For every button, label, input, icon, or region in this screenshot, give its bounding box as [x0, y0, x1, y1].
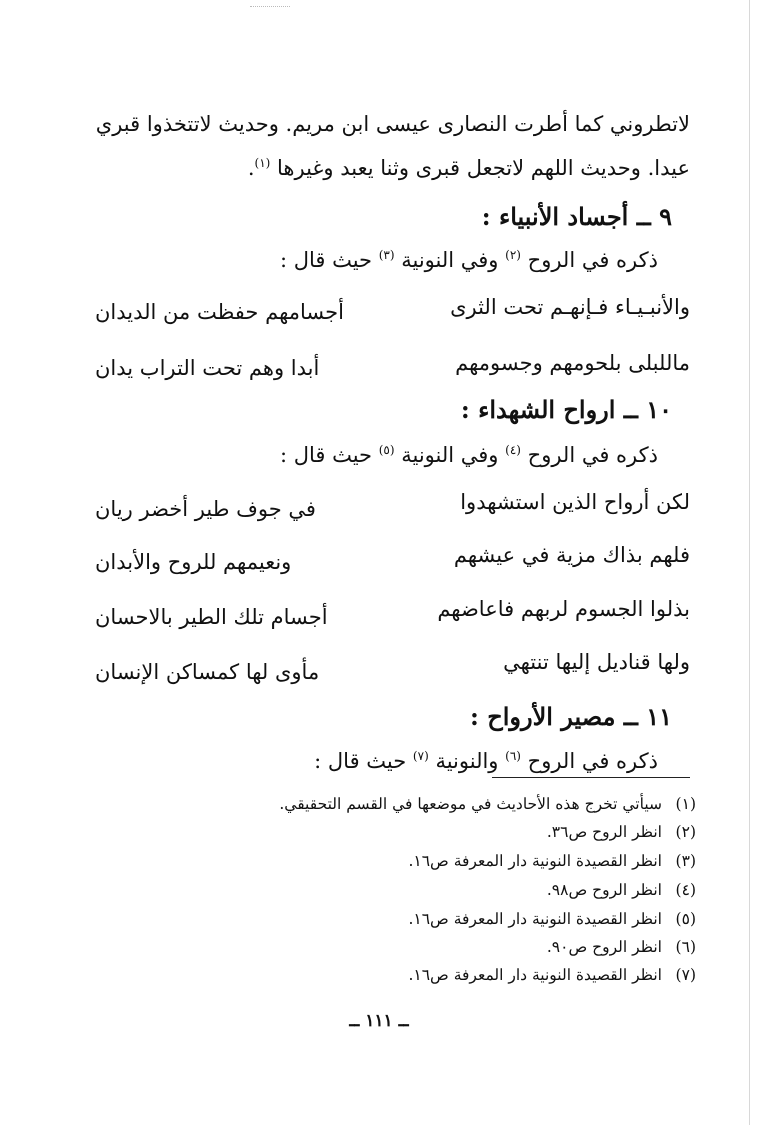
- footnote-7-text: انظر القصيدة النونية دار المعرفة ص١٦.: [408, 966, 662, 984]
- footnote-ref-1[interactable]: (١): [254, 156, 271, 170]
- verse-10-3-second-hemistich: أجسام تلك الطير بالاحسان: [95, 605, 328, 629]
- section-9-intro-a: ذكره في الروح: [527, 248, 658, 272]
- footnote-6: [547, 938, 696, 956]
- prose-line-2-end: .: [247, 156, 255, 180]
- scan-top-mark: [250, 0, 290, 7]
- section-10-intro: [280, 435, 658, 470]
- footnote-2-text: انظر الروح ص٣٦.: [546, 823, 662, 841]
- section-10-intro-b: وفي النونية: [401, 443, 499, 467]
- footnote-ref-7[interactable]: (٧): [412, 749, 429, 763]
- prose-line-1: لاتطروني كما أطرت النصارى عيسى ابن مريم. وحديث لاتتخذوا قبري: [95, 112, 690, 136]
- verse-10-1-first-hemistich: لكن أرواح الذين استشهدوا: [460, 490, 690, 514]
- footnote-1-number: (١): [675, 795, 696, 813]
- footnote-2: [547, 823, 696, 841]
- prose-line-2-text: عيدا. وحديث اللهم لاتجعل قبرى وثنا يعبد وغيرها: [277, 156, 690, 180]
- section-9-intro-c: حيث قال :: [279, 248, 373, 272]
- footnote-5: [408, 910, 696, 928]
- verse-9-2-first-hemistich: ماللبلى بلحومهم وجسومهم: [455, 351, 690, 375]
- page-number: ــ ١١١ ــ: [349, 1011, 409, 1031]
- footnote-separator: [492, 777, 690, 778]
- footnote-7-number: (٧): [675, 966, 696, 984]
- section-9-heading: ٩ ــ أجساد الأنبياء :: [481, 202, 672, 231]
- footnote-1: [279, 795, 696, 813]
- footnote-5-number: (٥): [675, 910, 696, 928]
- verse-10-4-first-hemistich: ولها قناديل إليها تنتهي: [503, 650, 690, 674]
- footnote-ref-2[interactable]: (٢): [505, 248, 521, 262]
- verse-10-2-first-hemistich: فلهم بذاك مزية في عيشهم: [453, 543, 690, 567]
- footnote-ref-3[interactable]: (٣): [378, 248, 395, 262]
- footnote-3-number: (٣): [675, 852, 696, 870]
- footnote-4-text: انظر الروح ص٩٨.: [546, 881, 662, 899]
- verse-10-2-second-hemistich: ونعيمهم للروح والأبدان: [95, 550, 292, 574]
- scan-edge-line: [749, 0, 750, 1125]
- section-11-heading: ١١ ــ مصير الأرواح :: [470, 702, 672, 731]
- footnote-2-number: (٢): [675, 823, 696, 841]
- footnote-4-number: (٤): [675, 881, 696, 899]
- section-11-intro-b: والنونية: [435, 749, 499, 773]
- footnote-4: [547, 881, 696, 899]
- footnote-6-text: انظر الروح ص٩٠.: [546, 938, 662, 956]
- verse-10-3-first-hemistich: بذلوا الجسوم لربهم فاعاضهم: [437, 597, 690, 621]
- footnote-1-text: سيأتي تخرج هذه الأحاديث في موضعها في القسم التحقيقي.: [279, 795, 662, 813]
- footnote-6-number: (٦): [675, 938, 696, 956]
- section-9-intro-b: وفي النونية: [401, 248, 499, 272]
- section-10-intro-c: حيث قال :: [279, 443, 373, 467]
- footnote-3: [408, 852, 696, 870]
- verse-10-1-second-hemistich: في جوف طير أخضر ريان: [95, 497, 316, 521]
- footnote-ref-5[interactable]: (٥): [378, 443, 395, 457]
- section-11-intro-c: حيث قال :: [314, 749, 407, 773]
- prose-line-2: [248, 148, 690, 183]
- section-10-intro-a: ذكره في الروح: [527, 443, 658, 467]
- footnote-ref-4[interactable]: (٤): [505, 443, 521, 457]
- section-10-heading: ١٠ ــ ارواح الشهداء :: [460, 395, 672, 424]
- footnote-7: [408, 966, 696, 984]
- verse-10-4-second-hemistich: مأوى لها كمساكن الإنسان: [95, 660, 320, 684]
- section-9-intro: [280, 240, 658, 275]
- verse-9-1-first-hemistich: والأنبـيـاء فـإنهـم تحت الثرى: [450, 295, 690, 319]
- section-11-intro: [314, 741, 658, 776]
- footnote-ref-6[interactable]: (٦): [505, 749, 521, 763]
- verse-9-1-second-hemistich: أجسامهم حفظت من الديدان: [95, 300, 344, 324]
- footnote-5-text: انظر القصيدة النونية دار المعرفة ص١٦.: [408, 910, 662, 928]
- section-11-intro-a: ذكره في الروح: [527, 749, 658, 773]
- footnote-3-text: انظر القصيدة النونية دار المعرفة ص١٦.: [408, 852, 662, 870]
- verse-9-2-second-hemistich: أبدا وهم تحت التراب يدان: [95, 356, 320, 380]
